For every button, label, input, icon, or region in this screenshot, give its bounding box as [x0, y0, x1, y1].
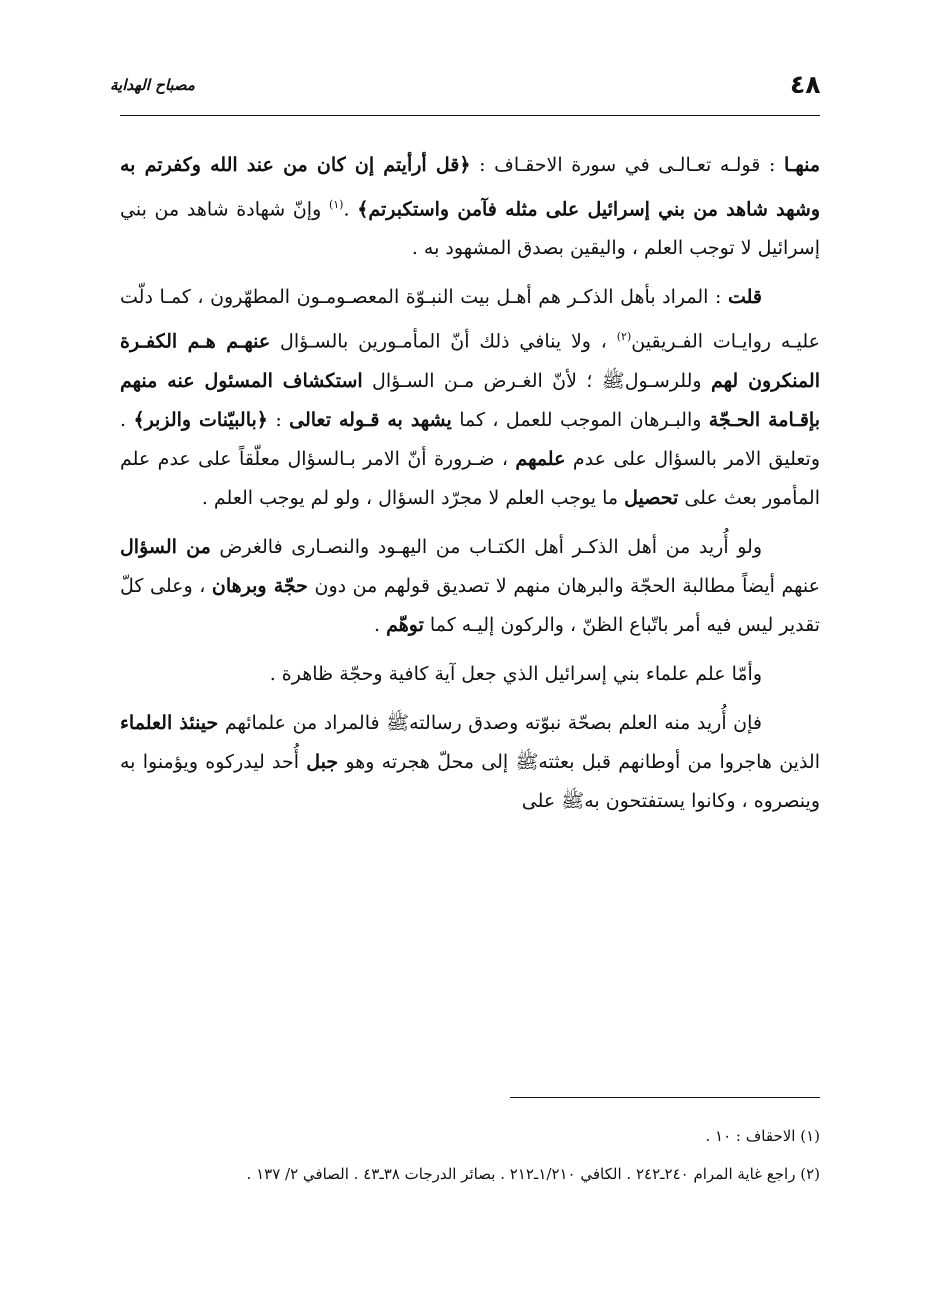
paragraph-2-text-6: . وتعليق الامر بالسؤال على عدم — [120, 408, 820, 470]
paragraph-3-bold-3: توهّم — [386, 613, 424, 636]
footnote-2: (٢) راجع غاية المرام ٢٤٠ـ٢٤٢ . الكافي ١/٢١٠ـ٢١٢ . بصائر الدرجات ٣٨ـ٤٣ . الصافي ٢/ ١٣٧ . — [246, 1165, 820, 1183]
footnote-ref-2: (٢) — [616, 330, 632, 344]
paragraph-5-text-1: فإن أُريد منه العلم بصحّة نبوّته وصدق رسالتهﷺ فالمراد من علمائهم — [218, 711, 763, 734]
paragraph-2-lead: قلت — [727, 286, 762, 309]
paragraph-2-text-1: : المراد بأهل الذكـر هم أهـل بيت النبـوّة المعصـومـون المطهّرون ، كمـا دلّت عليـه روايـات الفـريقين — [120, 286, 820, 353]
paragraph-5-bold-2: جبل — [306, 750, 339, 773]
paragraph-2-bold-4: علمهم — [515, 447, 566, 470]
running-title: مصباح الهداية — [110, 76, 195, 94]
quran-quote-ahqaf: ﴿قل أرأيتم إن كان من عند الله وكفرتم به وشهد شاهد من بني إسرائيل على مثله فآمن واستكبرتم﴾ — [120, 154, 820, 221]
paragraph-2-bold-5: تحصيل — [624, 486, 679, 509]
paragraph-3 — [120, 528, 820, 645]
paragraph-2-text-8: ما يوجب العلم لا مجرّد السؤال ، ولو لم يوجب العلم . — [201, 486, 625, 509]
paragraph-3-bold-1: من السؤال — [120, 535, 211, 558]
paragraph-5-bold-1: حينئذ العلماء — [120, 711, 219, 734]
paragraph-2-bold-3: يشهد به قـوله تعالى — [289, 408, 452, 431]
footnotes — [120, 1120, 820, 1196]
paragraph-3-bold-2: حجّة وبرهان — [211, 574, 308, 597]
paragraph-2-text-4: والبـرهان الموجب للعمل ، كما — [451, 408, 709, 431]
paragraph-3-text-1: ولو أُريد من أهل الذكـر أهل الكتـاب من اليهـود والنصـارى فالغرض — [210, 535, 763, 558]
paragraph-1-text-2: . — [343, 198, 358, 221]
page-body — [120, 146, 820, 831]
paragraph-2-bold-2: استكشاف المسئول عنه منهم بإقـامة الحـجّة — [120, 369, 820, 431]
paragraph-1-text-1: : قولـه تعـالـى في سورة الاحقـاف : — [470, 154, 784, 176]
paragraph-2-text-3: وللرسـولﷺ ؛ لأنّ الغـرض مـن السـؤال — [362, 369, 711, 392]
quran-quote-bayyinat: ﴿بالبيّنات والزبر﴾ — [133, 408, 268, 431]
paragraph-5-text-2: الذين هاجروا من أوطانهم قبل بعثتهﷺ إلى محلّ هجرته وهو — [338, 750, 820, 773]
footnote-ref-1: (١) — [328, 198, 344, 211]
paragraph-5-text-3: أُحد ليدركوه ويؤمنوا به وينصروه ، وكانوا يستفتحون بهﷺ على — [120, 750, 820, 812]
paragraph-1-text-3: وإنّ شهادة شاهد من بني إسرائيل لا توجب العلم ، واليقين بصدق المشهود به . — [120, 198, 820, 260]
paragraph-2 — [120, 278, 820, 517]
paragraph-2-bold-1: عنهـم هـم الكفـرة المنكرون لهم — [120, 330, 820, 392]
paragraph-5 — [120, 704, 820, 821]
paragraph-1-lead: منهـا — [783, 154, 820, 176]
page-number: ٤٨ — [790, 70, 821, 99]
paragraph-2-text-2: ، ولا ينافي ذلك أنّ المأمـورين بالسـؤال — [270, 330, 617, 353]
paragraph-4 — [120, 655, 820, 694]
footnote-rule — [510, 1097, 820, 1098]
paragraph-3-text-3: ، وعلى كلّ تقدير ليس فيه أمر باتّباع الظنّ ، والركون إليـه كما — [120, 574, 820, 636]
paragraph-3-text-2: عنهم أيضاً مطالبة الحجّة والبرهان منهم لا تصديق قولهم من دون — [307, 574, 820, 597]
paragraph-1 — [120, 146, 820, 268]
paragraph-2-text-5: : — [267, 408, 290, 431]
paragraph-2-text-7: ، ضـرورة أنّ الامر بـالسؤال معلّقاً على عدم علم المأمور بعث على — [120, 447, 820, 509]
paragraph-3-text-4: . — [374, 613, 387, 636]
footnote-1: (١) الاحقاف : ١٠ . — [705, 1127, 820, 1145]
header-rule — [120, 115, 820, 116]
paragraph-4-text-1: وأمّا علم علماء بني إسرائيل الذي جعل آية كافية وحجّة ظاهرة . — [269, 662, 762, 685]
